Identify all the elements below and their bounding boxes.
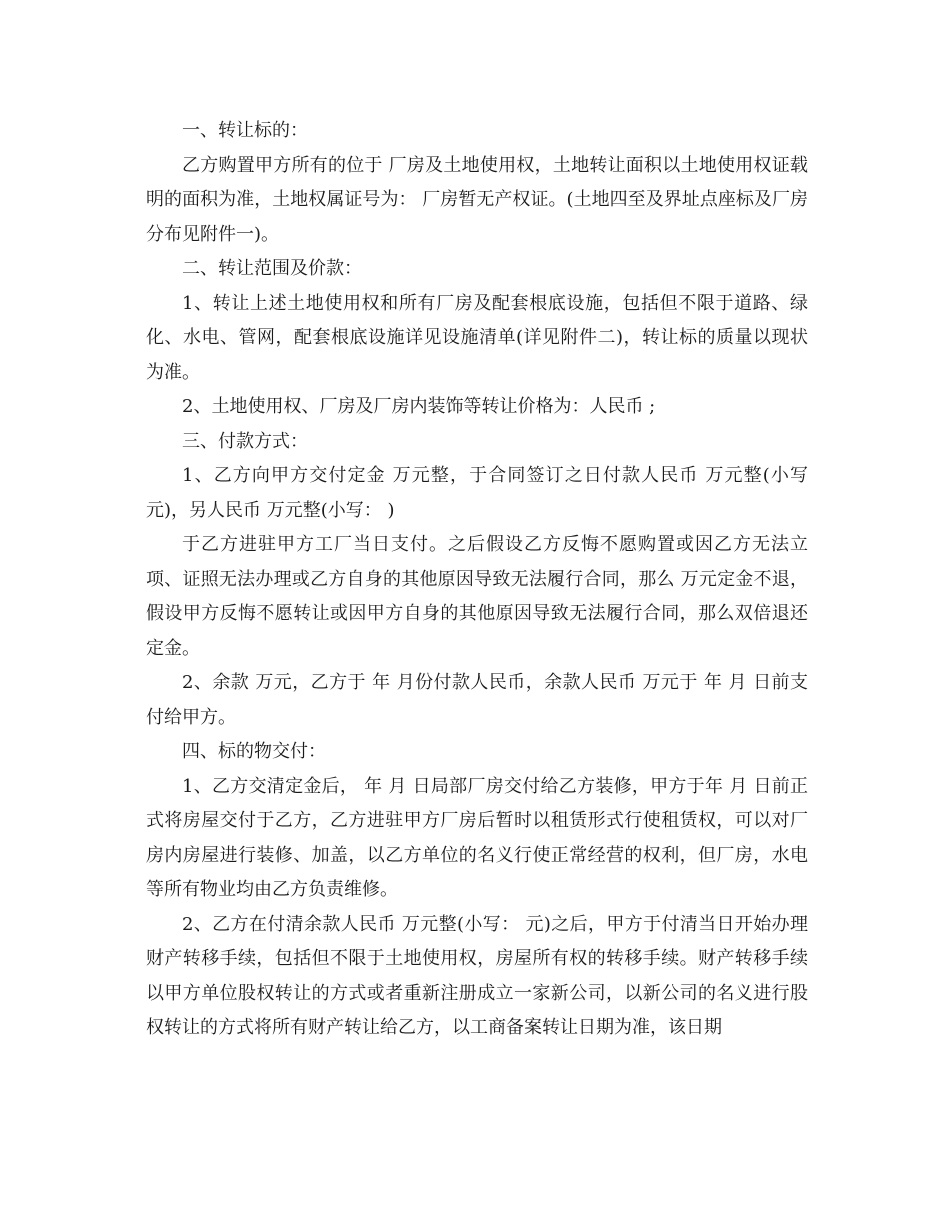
section-heading-scope-and-price: 二、转让范围及价款：	[182, 258, 362, 279]
paragraph-delivery-item-1: 1、乙方交清定金后， 年 月 日局部厂房交付给乙方装修，甲方于年 月 日前正式将房屋交付于乙方，乙方进驻甲方厂房后暂时以租赁形式行使租赁权，可以对厂房内房屋进行装修、加盖，以乙方单位的名义行使正常经营的权利，但厂房，水电等所有物业均由乙方负责维修。	[146, 775, 808, 900]
paragraph-scope-item-1: 1、转让上述土地使用权和所有厂房及配套根底设施，包括但不限于道路、绿化、水电、管网，配套根底设施详见设施清单(详见附件二)，转让标的质量以现状为准。	[146, 292, 808, 383]
paragraph-payment-item-2: 2、余款 万元，乙方于 年 月份付款人民币，余款人民币 万元于 年 月 日前支付给甲方。	[146, 672, 808, 728]
section-heading-payment-method: 三、付款方式：	[182, 430, 308, 452]
section-heading-delivery: 四、标的物交付：	[182, 741, 326, 762]
paragraph-delivery-item-2: 2、乙方在付清余款人民币 万元整(小写： 元)之后，甲方于付清当日开始办理财产转移手续，包括但不限于土地使用权，房屋所有权的转移手续。财产转移手续以甲方单位股权转让的方式或者重新注册成立一家新公司，以新公司的名义进行股权转让的方式将所有财产转让给乙方，以工商备案转让日期为准，该日期	[146, 913, 808, 1038]
document-body	[146, 114, 808, 1046]
paragraph-transfer-subject: 乙方购置甲方所有的位于 厂房及土地使用权，土地转让面积以土地使用权证载明的面积为准，土地权属证号为： 厂房暂无产权证。(土地四至及界址点座标及厂房分布见附件一)。	[146, 154, 808, 245]
section-heading-transfer-subject: 一、转让标的：	[182, 120, 308, 141]
paragraph-payment-item-1: 1、乙方向甲方交付定金 万元整，于合同签订之日付款人民币 万元整(小写 元)，另人民币 万元整(小写： )	[146, 465, 808, 521]
paragraph-payment-deposit-terms: 于乙方进驻甲方工厂当日支付。之后假设乙方反悔不愿购置或因乙方无法立项、证照无法办理或乙方自身的其他原因导致无法履行合同，那么 万元定金不退，假设甲方反悔不愿转让或因甲方自身的其他原因导致无法履行合同，那么双倍退还定金。	[146, 534, 808, 659]
paragraph-scope-item-2: 2、土地使用权、厂房及厂房内装饰等转让价格为：人民币 ;	[182, 396, 656, 417]
